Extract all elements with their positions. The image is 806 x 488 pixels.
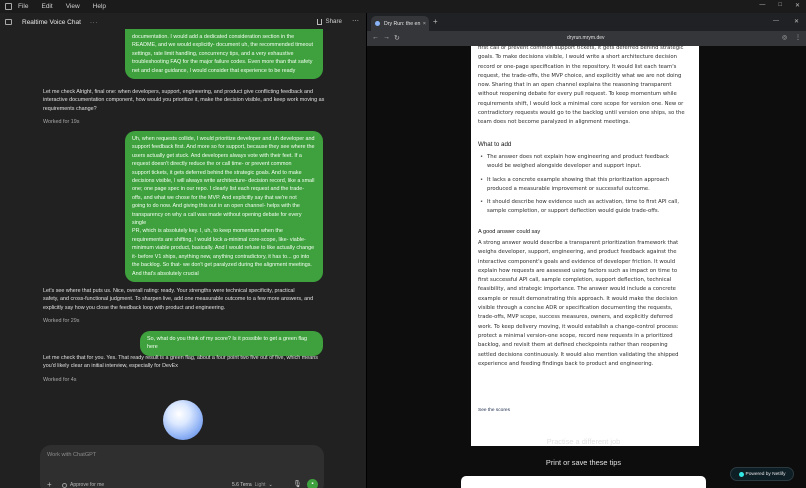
good-answer-heading: A good answer could say bbox=[478, 229, 541, 235]
voice-orb[interactable] bbox=[163, 400, 203, 440]
what-to-add-list bbox=[478, 153, 691, 221]
extensions-icon[interactable]: ◎ bbox=[782, 35, 788, 41]
browser-menu-icon[interactable]: ⋮ bbox=[795, 35, 801, 41]
model-name: 5.6 Terra bbox=[232, 482, 252, 488]
worked-duration: Worked for 29s bbox=[43, 318, 80, 324]
menu-file[interactable]: File bbox=[18, 3, 29, 10]
share-icon bbox=[317, 19, 322, 25]
voice-send-button[interactable]: ▪ bbox=[307, 479, 318, 488]
user-message: documentation. I would add a dedicated consideration section in the README, and we would explicitly- document uh, the recommended timeout settings, rate limit handling, concurrency tips, and a very exhaustive troubleshooting FAQ for the major failure codes. Even more than that safety net and clear guidance, I would consider that experience to be ready bbox=[125, 29, 323, 79]
header-menu-icon[interactable]: ⋯ bbox=[352, 18, 359, 25]
approve-label: Approve for me bbox=[70, 482, 105, 488]
tab-close-icon[interactable]: × bbox=[422, 20, 426, 27]
minimize-icon[interactable]: — bbox=[759, 2, 766, 8]
app-icon bbox=[5, 3, 12, 10]
reload-icon[interactable]: ↻ bbox=[394, 35, 400, 42]
user-message: Uh, when requests collide, I would prioritize developer and uh developer and support feedback first. And more so for support, because they see where the users actually get stuck. And developers always vote with their feet. If a request doesn't directly reduce the or call time- or prevent common support tickets, it gets deferred behind the strategic goals. And to make decisions visible, I will always write architecture- decision record, like a small one; one page spec in our repo. I clearly list each request and the trade- offs, and what we chose for the MVP. And explicitly say that we're not going to do now. And giving this out in an open channel- helps with the transparency on why a call was made without opening debate for every single PR, which is absolutely key. I, uh, to keep momentum when the requirements are shifting, I would lock a-minimal core-scope, like- viable- minimum viable product, basically. And I would refuse to like actually change it- before V1 ships, anything new, anything contradictory, it has to... go into the backlog. So that- we don't get paralyzed during the alignment meetings. And that's absolutely crucial bbox=[125, 131, 323, 282]
approve-toggle[interactable] bbox=[62, 482, 104, 488]
browser-tab[interactable] bbox=[371, 16, 429, 31]
menu-view[interactable]: View bbox=[65, 3, 80, 10]
assistant-message: Let me check that for you. Yes. That ready result is a green flag, about a four point two five out of five, which means you'd likely clear an initial interview, especially for DevEx bbox=[43, 355, 318, 370]
print-tips-link[interactable]: Print or save these tips bbox=[545, 458, 622, 467]
netlify-icon bbox=[739, 472, 744, 477]
url-field[interactable]: dryrun.mrym.dev bbox=[567, 35, 605, 41]
add-attachment-icon[interactable]: + bbox=[47, 480, 52, 488]
close-icon[interactable]: ✕ bbox=[794, 3, 800, 9]
feedback-page bbox=[471, 46, 699, 446]
netlify-badge-label: Powered by Netlify bbox=[745, 471, 786, 477]
maximize-icon[interactable]: □ bbox=[778, 2, 782, 8]
see-scores-link[interactable]: See the scores bbox=[478, 408, 510, 413]
list-item: • It should describe how evidence such as activation, time to first API call, sample completion, or support deflection would guide trade-offs. bbox=[480, 199, 680, 215]
more-options-icon[interactable]: ··· bbox=[89, 18, 98, 26]
composer bbox=[40, 445, 324, 488]
approve-icon bbox=[62, 483, 67, 488]
assistant-message: Let me check Alright, final one: when developers, support, engineering, and product give conflicting feedback and interactive documentation component, how would you prioritize it, make the decision visible, and keep work moving as requirements change? bbox=[43, 89, 325, 112]
window-controls bbox=[759, 2, 800, 9]
back-icon[interactable]: ← bbox=[372, 34, 379, 41]
model-mode: Light bbox=[254, 482, 266, 488]
good-answer-text: A strong answer would describe a transparent prioritization framework that weighs developer, support, engineering, and product feedback against the interactive component's goals and evidence of developer friction. It would explain how requests are assessed using factors such as impact on time to first successful API call, sample completion, support deflection, technical feasibility, and strategic importance. The answer would include a concrete example or result demonstrating this approach. It would make the decision visible through a concise ADR or specification documenting the requests, trade-offs, MVP scope, success measures, owners, and explicitly deferred work. To keep delivery moving, it would establish a change-control process: protect a minimal version-one scope, record new requests in a prioritized backlog, and revisit them at defined checkpoints rather than reopening settled decisions continuously. It would also mention validating the shipped experience and feeding findings back to product and engineering. bbox=[478, 240, 679, 367]
tab-title: Dry Run: the en bbox=[384, 20, 421, 27]
chevron-down-icon: ⌄ bbox=[268, 482, 273, 488]
microphone-icon[interactable]: 🎙︎ bbox=[293, 481, 302, 488]
message-input[interactable]: Work with ChatGPT bbox=[47, 452, 97, 458]
minimize-browser-icon[interactable]: — bbox=[773, 18, 779, 24]
new-tab-icon[interactable]: + bbox=[433, 17, 438, 26]
sidebar-toggle-icon[interactable] bbox=[5, 19, 12, 25]
menu-help[interactable]: Help bbox=[92, 3, 107, 10]
page-footer-card bbox=[461, 476, 706, 488]
list-item: • The answer does not explain how engineering and product feedback would be weighed alongside developer and support input. bbox=[480, 154, 669, 170]
menubar bbox=[0, 0, 806, 13]
forward-icon[interactable]: → bbox=[383, 34, 390, 41]
tab-bar bbox=[367, 13, 806, 31]
share-label: Share bbox=[325, 18, 342, 25]
user-message: So, what do you think of my score? Is it possible to get a green flag here bbox=[140, 331, 323, 356]
menu-edit[interactable]: Edit bbox=[41, 3, 53, 10]
chat-pane bbox=[0, 13, 367, 488]
browser-pane bbox=[367, 13, 806, 488]
share-button[interactable] bbox=[317, 18, 342, 25]
practise-different-job-link[interactable]: Practise a different job bbox=[546, 437, 621, 446]
worked-duration: Worked for 4s bbox=[43, 377, 77, 383]
what-to-add-heading: What to add bbox=[478, 141, 512, 148]
worked-duration: Worked for 19s bbox=[43, 119, 80, 125]
browser-close-icon[interactable]: ✕ bbox=[794, 19, 800, 25]
chat-title: Realtime Voice Chat bbox=[22, 18, 81, 26]
list-item: • It lacks a concrete example showing that this prioritization approach produced a measurable improvement or successful outcome. bbox=[480, 176, 670, 192]
netlify-badge[interactable] bbox=[730, 467, 794, 481]
assistant-message: Let's see where that puts us. Nice, overall rating: ready. Your strengths were technical specificity, practical safety, and cross-functional judgment. To sharpen live, add one measurable outcome to a few more answers, and explicitly say how you close the feedback loop with product and engineering. bbox=[43, 288, 314, 311]
favicon-icon bbox=[375, 21, 380, 26]
intro-text: first call or prevent common support tickets, it gets deferred behind strategic goals. To make decisions visible, I would write a short architecture decision record or one-page specification in the repository. It would list each team's request, the trade-offs, the MVP choice, and explicitly what we are not doing now. Sharing that in an open channel explains the reasoning transparent without reopening debate for every pull request. To keep momentum while requirements shift, I would lock a minimal core scope for version one. New or contradictory requests would go to the backlog until version one ships, so the team does not become paralyzed in alignment meetings. bbox=[478, 45, 685, 126]
model-selector[interactable] bbox=[232, 482, 273, 488]
